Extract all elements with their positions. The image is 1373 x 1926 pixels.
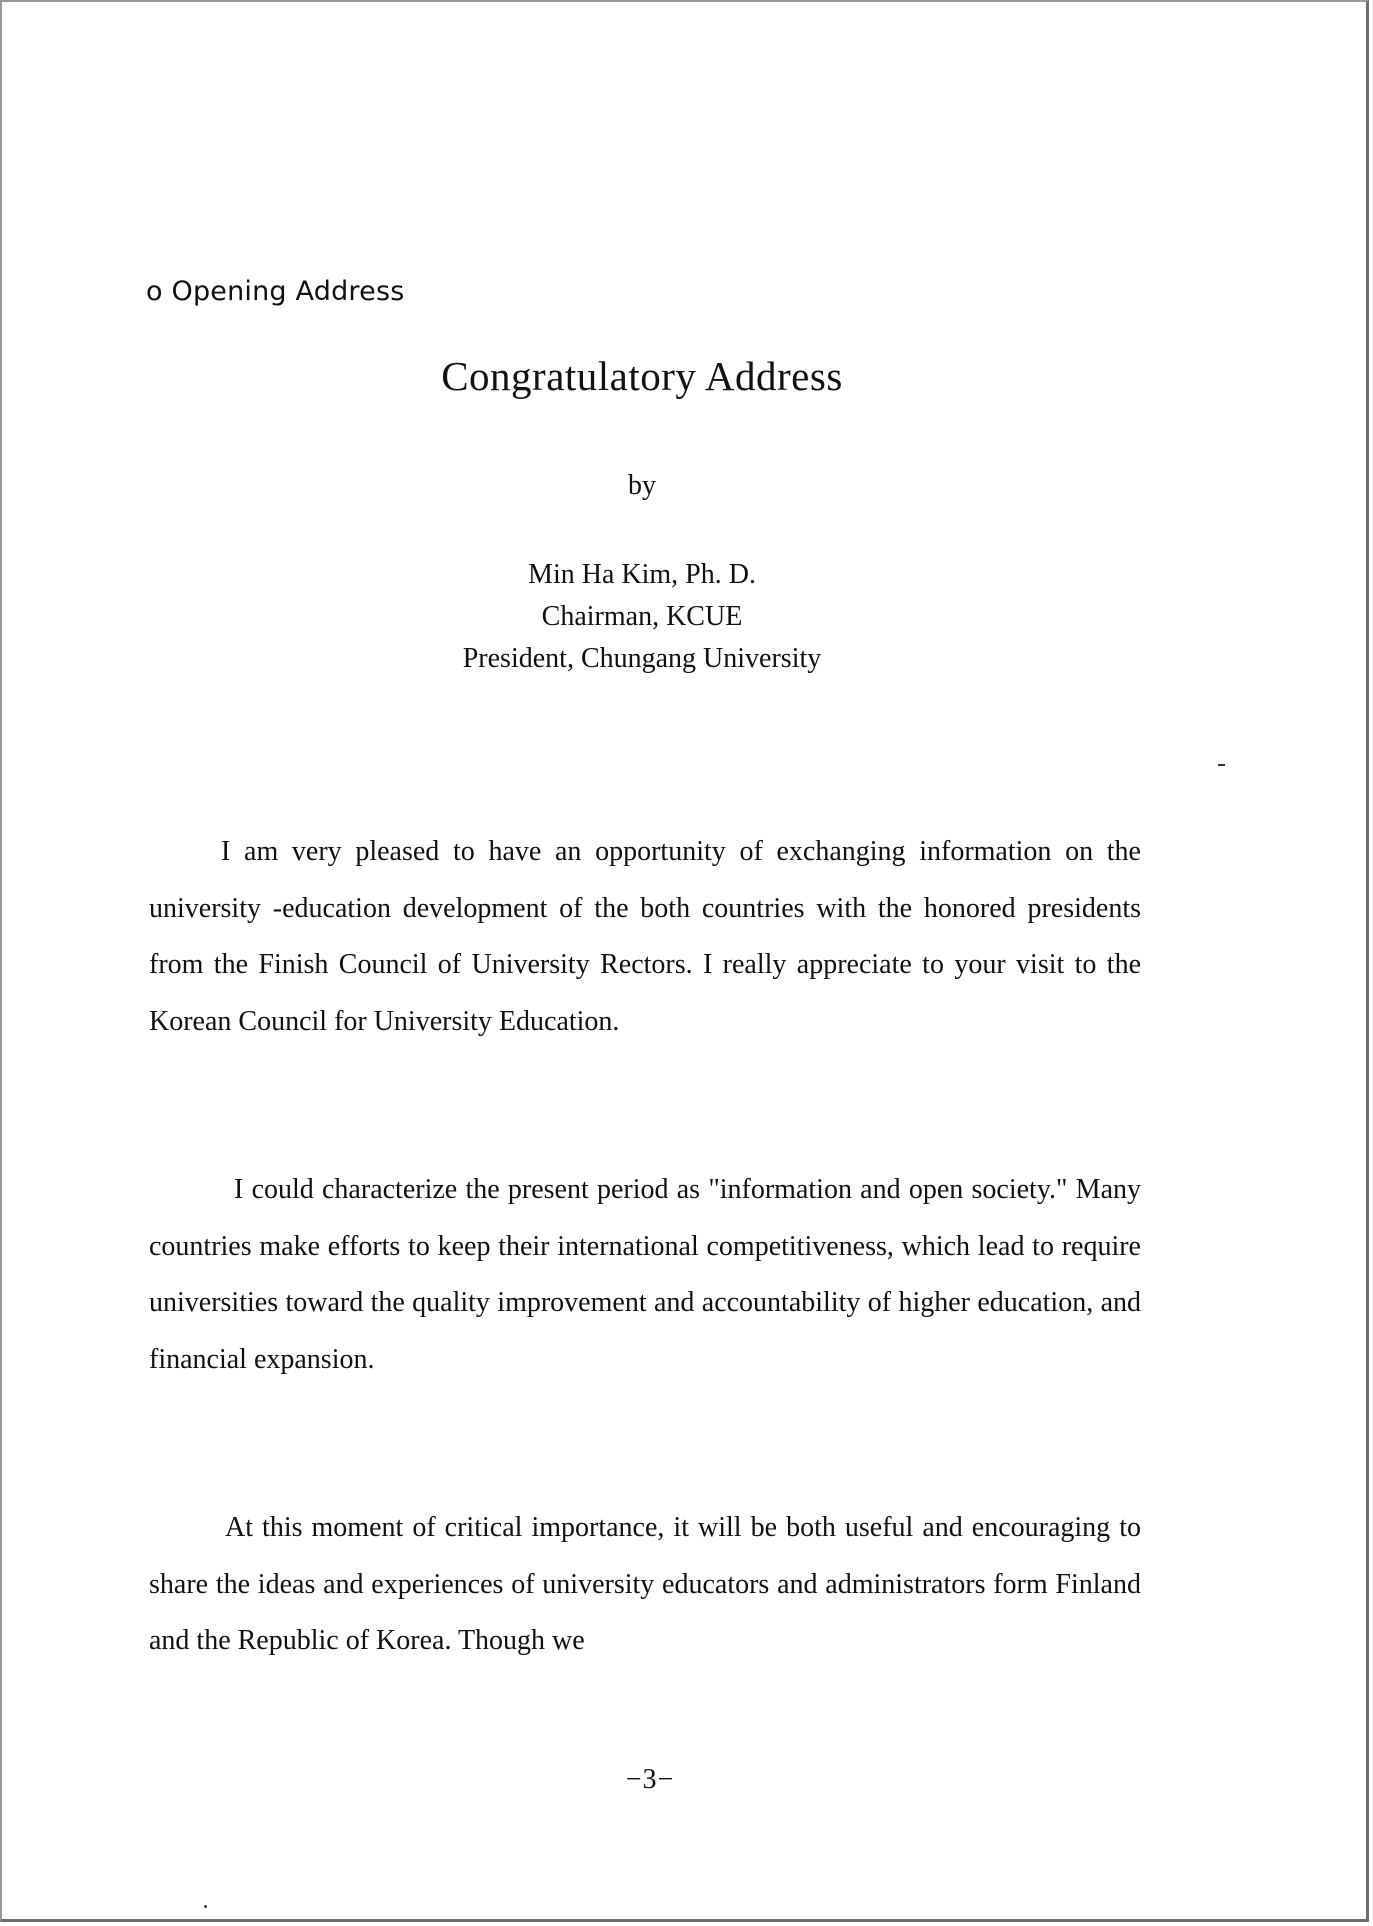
scan-speck	[1218, 764, 1225, 766]
scan-speck	[204, 1905, 207, 1908]
body-paragraph-2: I could characterize the present period as "information and open society." Many countries make efforts to keep their international competitiveness, which lead to require universities toward the quality improvement and accountability of higher education, and financial expansion.	[149, 1174, 1141, 1375]
body-paragraph-1: I am very pleased to have an opportunity of exchanging information on the university -education development of the both countries with the honored presidents from the Finish Council of University Rectors. I really appreciate to your visit to the Korean Council for University Education.	[149, 836, 1141, 1037]
page-title: Congratulatory Address	[441, 353, 843, 399]
author-role-chairman: Chairman, KCUE	[541, 601, 743, 632]
author-role-president: President, Chungang University	[462, 643, 822, 674]
body-paragraph-3: At this moment of critical importance, it will be both useful and encouraging to share the ideas and experiences of university educators and administrators form Finland and the Republic of Korea. Though we	[149, 1512, 1141, 1656]
author-name: Min Ha Kim, Ph. D.	[528, 559, 756, 590]
author-block	[2, 554, 1282, 680]
section-label: o Opening Address	[146, 276, 405, 307]
page-number: −3−	[625, 1764, 675, 1795]
byline: by	[628, 470, 656, 501]
